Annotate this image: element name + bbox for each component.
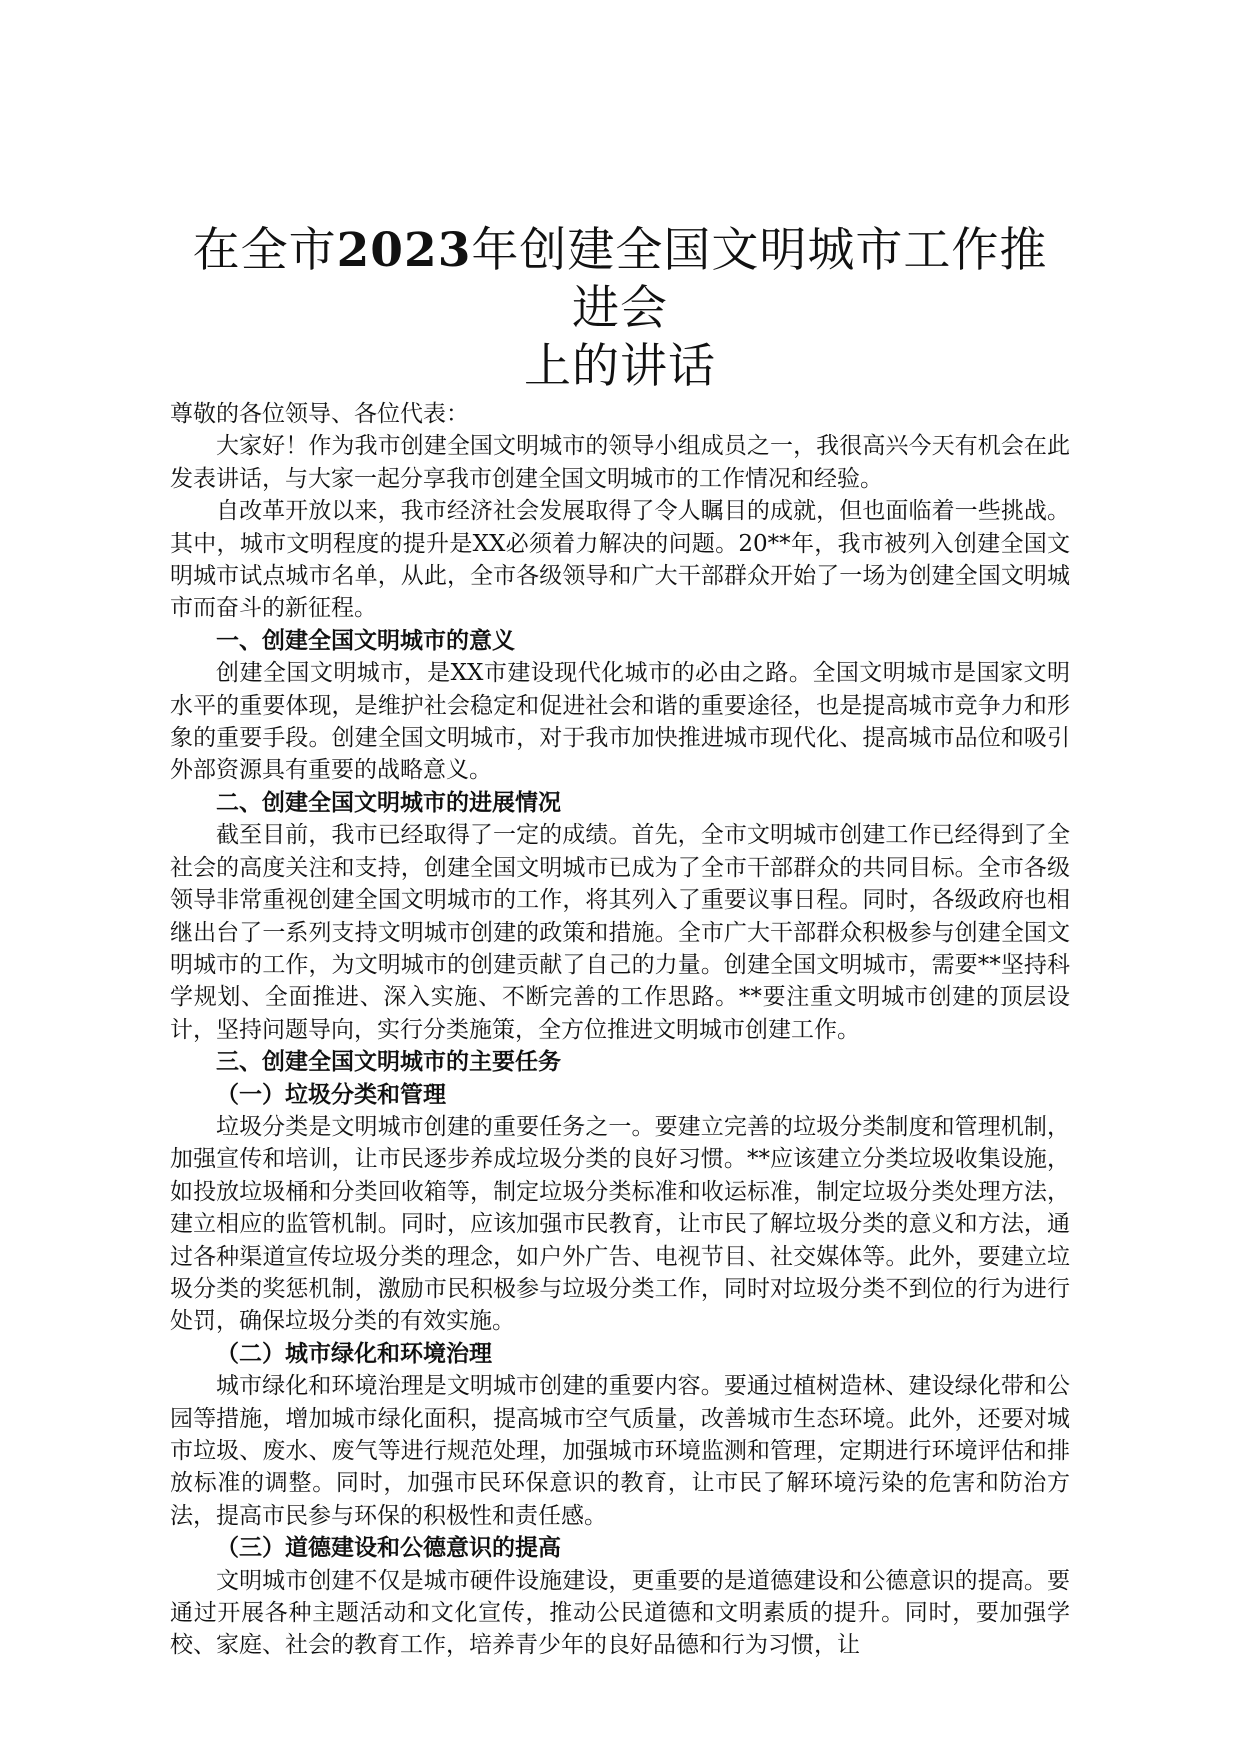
title-line1-prefix: 在全市 xyxy=(192,223,337,278)
subsection-heading-greening: （二）城市绿化和环境治理 xyxy=(216,1339,492,1367)
title-line2: 上的讲话 xyxy=(524,339,716,394)
document-title xyxy=(170,222,1070,396)
paragraph-greening: 城市绿化和环境治理是文明城市创建的重要内容。要通过植树造林、建设绿化带和公园等措施，增加城市绿化面积，提高城市空气质量，改善城市生态环境。此外，还要对城市垃圾、废水、废气等进行规范处理，加强城市环境监测和管理，定期进行环境评估和排放标准的调整。同时，加强市民环保意识的教育，让市民了解环境污染的危害和防治方法，提高市民参与环保的积极性和责任感。 xyxy=(170,1373,1070,1529)
title-line1-suffix: 年创建全国文明城市工作推进会 xyxy=(471,223,1048,336)
document-page xyxy=(170,222,1070,1662)
paragraph-progress: 截至目前，我市已经取得了一定的成绩。首先，全市文明城市创建工作已经得到了全社会的高度关注和支持，创建全国文明城市已成为了全市干部群众的共同目标。全市各级领导非常重视创建全国文明城市的工作，将其列入了重要议事日程。同时，各级政府也相继出台了一系列支持文明城市创建的政策和措施。全市广大干部群众积极参与创建全国文明城市的工作，为文明城市的创建贡献了自己的力量。创建全国文明城市，需要**坚持科学规划、全面推进、深入实施、不断完善的工作思路。**要注重文明城市创建的顶层设计，坚持问题导向，实行分类施策，全方位推进文明城市创建工作。 xyxy=(170,822,1070,1043)
paragraph-significance: 创建全国文明城市，是XX市建设现代化城市的必由之路。全国文明城市是国家文明水平的重要体现，是维护社会稳定和促进社会和谐的重要途径，也是提高城市竞争力和形象的重要手段。创建全国文明城市，对于我市加快推进城市现代化、提高城市品位和吸引外部资源具有重要的战略意义。 xyxy=(170,660,1070,784)
paragraph-opening: 大家好！作为我市创建全国文明城市的领导小组成员之一，我很高兴今天有机会在此发表讲话，与大家一起分享我市创建全国文明城市的工作情况和经验。 xyxy=(170,433,1070,492)
paragraph-morality: 文明城市创建不仅是城市硬件设施建设，更重要的是道德建设和公德意识的提高。要通过开展各种主题活动和文化宣传，推动公民道德和文明素质的提升。同时，要加强学校、家庭、社会的教育工作，培养青少年的良好品德和行为习惯，让 xyxy=(170,1567,1070,1659)
section-heading-significance: 一、创建全国文明城市的意义 xyxy=(216,626,515,654)
title-year: 2023 xyxy=(336,223,472,278)
section-heading-tasks: 三、创建全国文明城市的主要任务 xyxy=(216,1048,561,1076)
subsection-heading-morality: （三）道德建设和公德意识的提高 xyxy=(216,1534,561,1562)
salutation: 尊敬的各位领导、各位代表： xyxy=(170,401,469,427)
paragraph-waste: 垃圾分类是文明城市创建的重要任务之一。要建立完善的垃圾分类制度和管理机制，加强宣传和培训，让市民逐步养成垃圾分类的良好习惯。**应该建立分类垃圾收集设施，如投放垃圾桶和分类回收箱等，制定垃圾分类标准和收运标准，制定垃圾分类处理方法，建立相应的监管机制。同时，应该加强市民教育，让市民了解垃圾分类的意义和方法，通过各种渠道宣传垃圾分类的理念，如户外广告、电视节目、社交媒体等。此外，要建立垃圾分类的奖惩机制，激励市民积极参与垃圾分类工作，同时对垃圾分类不到位的行为进行处罚，确保垃圾分类的有效实施。 xyxy=(170,1113,1070,1335)
paragraph-background: 自改革开放以来，我市经济社会发展取得了令人瞩目的成就，但也面临着一些挑战。其中，城市文明程度的提升是XX必须着力解决的问题。20**年，我市被列入创建全国文明城市试点城市名单，从此，全市各级领导和广大干部群众开始了一场为创建全国文明城市而奋斗的新征程。 xyxy=(170,498,1070,622)
section-heading-progress: 二、创建全国文明城市的进展情况 xyxy=(216,788,561,816)
document-body xyxy=(170,398,1070,1662)
subsection-heading-waste: （一）垃圾分类和管理 xyxy=(216,1080,446,1108)
